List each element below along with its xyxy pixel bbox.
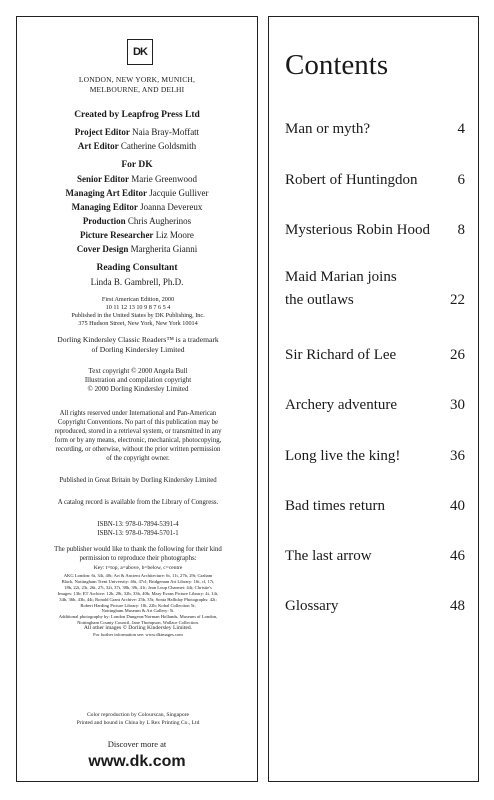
isbn-numbers: ISBN-13: 978-0-7894-5391-4 ISBN-13: 978-0-7894-5701-1 xyxy=(97,521,179,537)
created-by: Created by Leapfrog Press Ltd xyxy=(74,110,200,120)
credit-production: Production Chris Augherinos xyxy=(82,216,192,226)
credit-managing-art-editor: Managing Art Editor Jacquie Gulliver xyxy=(65,188,209,198)
toc-page-number: 30 xyxy=(450,397,465,413)
cities-line-1: LONDON, NEW YORK, MUNICH, xyxy=(78,75,196,84)
for-dk: For DK xyxy=(121,160,153,170)
credit-art-editor: Art Editor Catherine Goldsmith xyxy=(77,141,197,151)
credit-senior-editor: Senior Editor Marie Greenwood xyxy=(76,174,198,184)
trademark-notice: Dorling Kindersley Classic Readers™ is a trademark of Dorling Kindersley Limited xyxy=(57,335,219,354)
dk-logo: DK xyxy=(127,39,153,65)
toc-entry[interactable]: Maid Marian joins the outlaws 22 xyxy=(285,266,465,312)
copyright-notice: Text copyright © 2000 Angela Bull Illustration and compilation copyright © 2000 Dorling Kindersley Limited xyxy=(84,367,192,393)
toc-entry[interactable]: Man or myth? 4 xyxy=(285,118,465,141)
discover-more: Discover more at xyxy=(107,739,167,749)
rights-notice: All rights reserved under International and Pan-American Copyright Conventions. No part of this publication may be reproduced, stored in a retrieval system, or transmitted in any form or by any means, electronic, mechanical, photocopying, recording, or otherwise, without the prior written permission of the copyright owner. xyxy=(54,410,222,462)
toc-page-number: 46 xyxy=(450,548,465,564)
toc-page-number: 8 xyxy=(457,222,465,238)
toc-entry[interactable]: The last arrow 46 xyxy=(285,545,465,568)
toc-entry[interactable]: Archery adventure 30 xyxy=(285,394,465,417)
credit-picture-researcher: Picture Researcher Liz Moore xyxy=(80,230,194,240)
website-link[interactable]: www.dk.com xyxy=(88,753,186,770)
credit-managing-editor: Managing Editor Joanna Devereux xyxy=(71,202,203,212)
reading-consultant-name: Linda B. Gambrell, Ph.D. xyxy=(90,277,184,287)
toc-entry[interactable]: Sir Richard of Lee 26 xyxy=(285,344,465,367)
cities-line-2: MELBOURNE, AND DELHI xyxy=(89,85,185,94)
edition-info: First American Edition, 2000 10 11 12 13 10 9 8 7 6 5 4 Published in the United States by DK Publishing, Inc. 375 Hudson Street, New York, New York 10014 xyxy=(71,296,205,327)
reading-consultant-label: Reading Consultant xyxy=(96,263,178,273)
toc-page-number: 22 xyxy=(450,292,465,308)
toc-page-number: 6 xyxy=(457,172,465,188)
toc-page-number: 40 xyxy=(450,498,465,514)
toc-page-number: 36 xyxy=(450,448,465,464)
toc-entry[interactable]: Robert of Huntingdon 6 xyxy=(285,169,465,192)
toc-page-number: 48 xyxy=(450,598,465,614)
photo-credits: AKG London: 6t, 34t, 40t; Art & Ancient Architecture: 6t, 11t, 27b, 29t; Graham Black, Nottingham Trent University: 46t, 47cl; Bridgeman Art Library: 16t, cl, 17t, 18b, 22t, 23t, 26t, 27t, 32t, 37t, 38b, 39t, 41t; Jean Loup Charmet: 44t; Christie's Images: 13b; ET Archive: 12b, 28t, 32b, 33b, 40b; Mary Evans Picture Library: 4t, 14t, 34b, 36b, 43b, 44t; Ronald Grant Archive: 25b, 35t; Sonia Halliday Photographs: 42t; Robert Harding Picture Library: 18t, 22b; Kobal Collection 5t; Nottingham Museum & Art Gallery: 5t. Additional photography by: London Dungeon/Norman Hollands, Museum of London, Nottingham County Council, Jane Thompson, Wallace Collection. All other images © Dorling Kindersley Limited. For further information see: www.dkimages.com xyxy=(57,573,219,638)
contents-panel xyxy=(268,16,479,782)
toc-entry[interactable]: Mysterious Robin Hood 8 xyxy=(285,219,465,242)
published-gb: Published in Great Britain by Dorling Kindersley Limited xyxy=(59,477,217,484)
toc-page-number: 26 xyxy=(450,347,465,363)
photo-key: Key: t=top, a=above, b=below, c=centre xyxy=(93,565,183,571)
production-notice: Color reproduction by Colourscan, Singapore Printed and bound in China by L Rex Printing Co., Ltd xyxy=(76,712,200,726)
toc-page-number: 4 xyxy=(457,121,465,137)
credit-cover-design: Cover Design Margherita Gianni xyxy=(76,244,198,254)
contents-title: Contents xyxy=(285,49,389,81)
toc-entry[interactable]: Long live the king! 36 xyxy=(285,445,465,468)
toc-entry[interactable]: Bad times return 40 xyxy=(285,495,465,518)
toc-entry[interactable]: Glossary 48 xyxy=(285,595,465,618)
credit-project-editor: Project Editor Naia Bray-Moffatt xyxy=(74,127,200,137)
thanks-notice: The publisher would like to thank the following for their kind permission to reproduce their photographs: xyxy=(54,546,222,562)
imprint-panel xyxy=(16,16,258,782)
catalog-record: A catalog record is available from the Library of Congress. xyxy=(57,499,219,506)
